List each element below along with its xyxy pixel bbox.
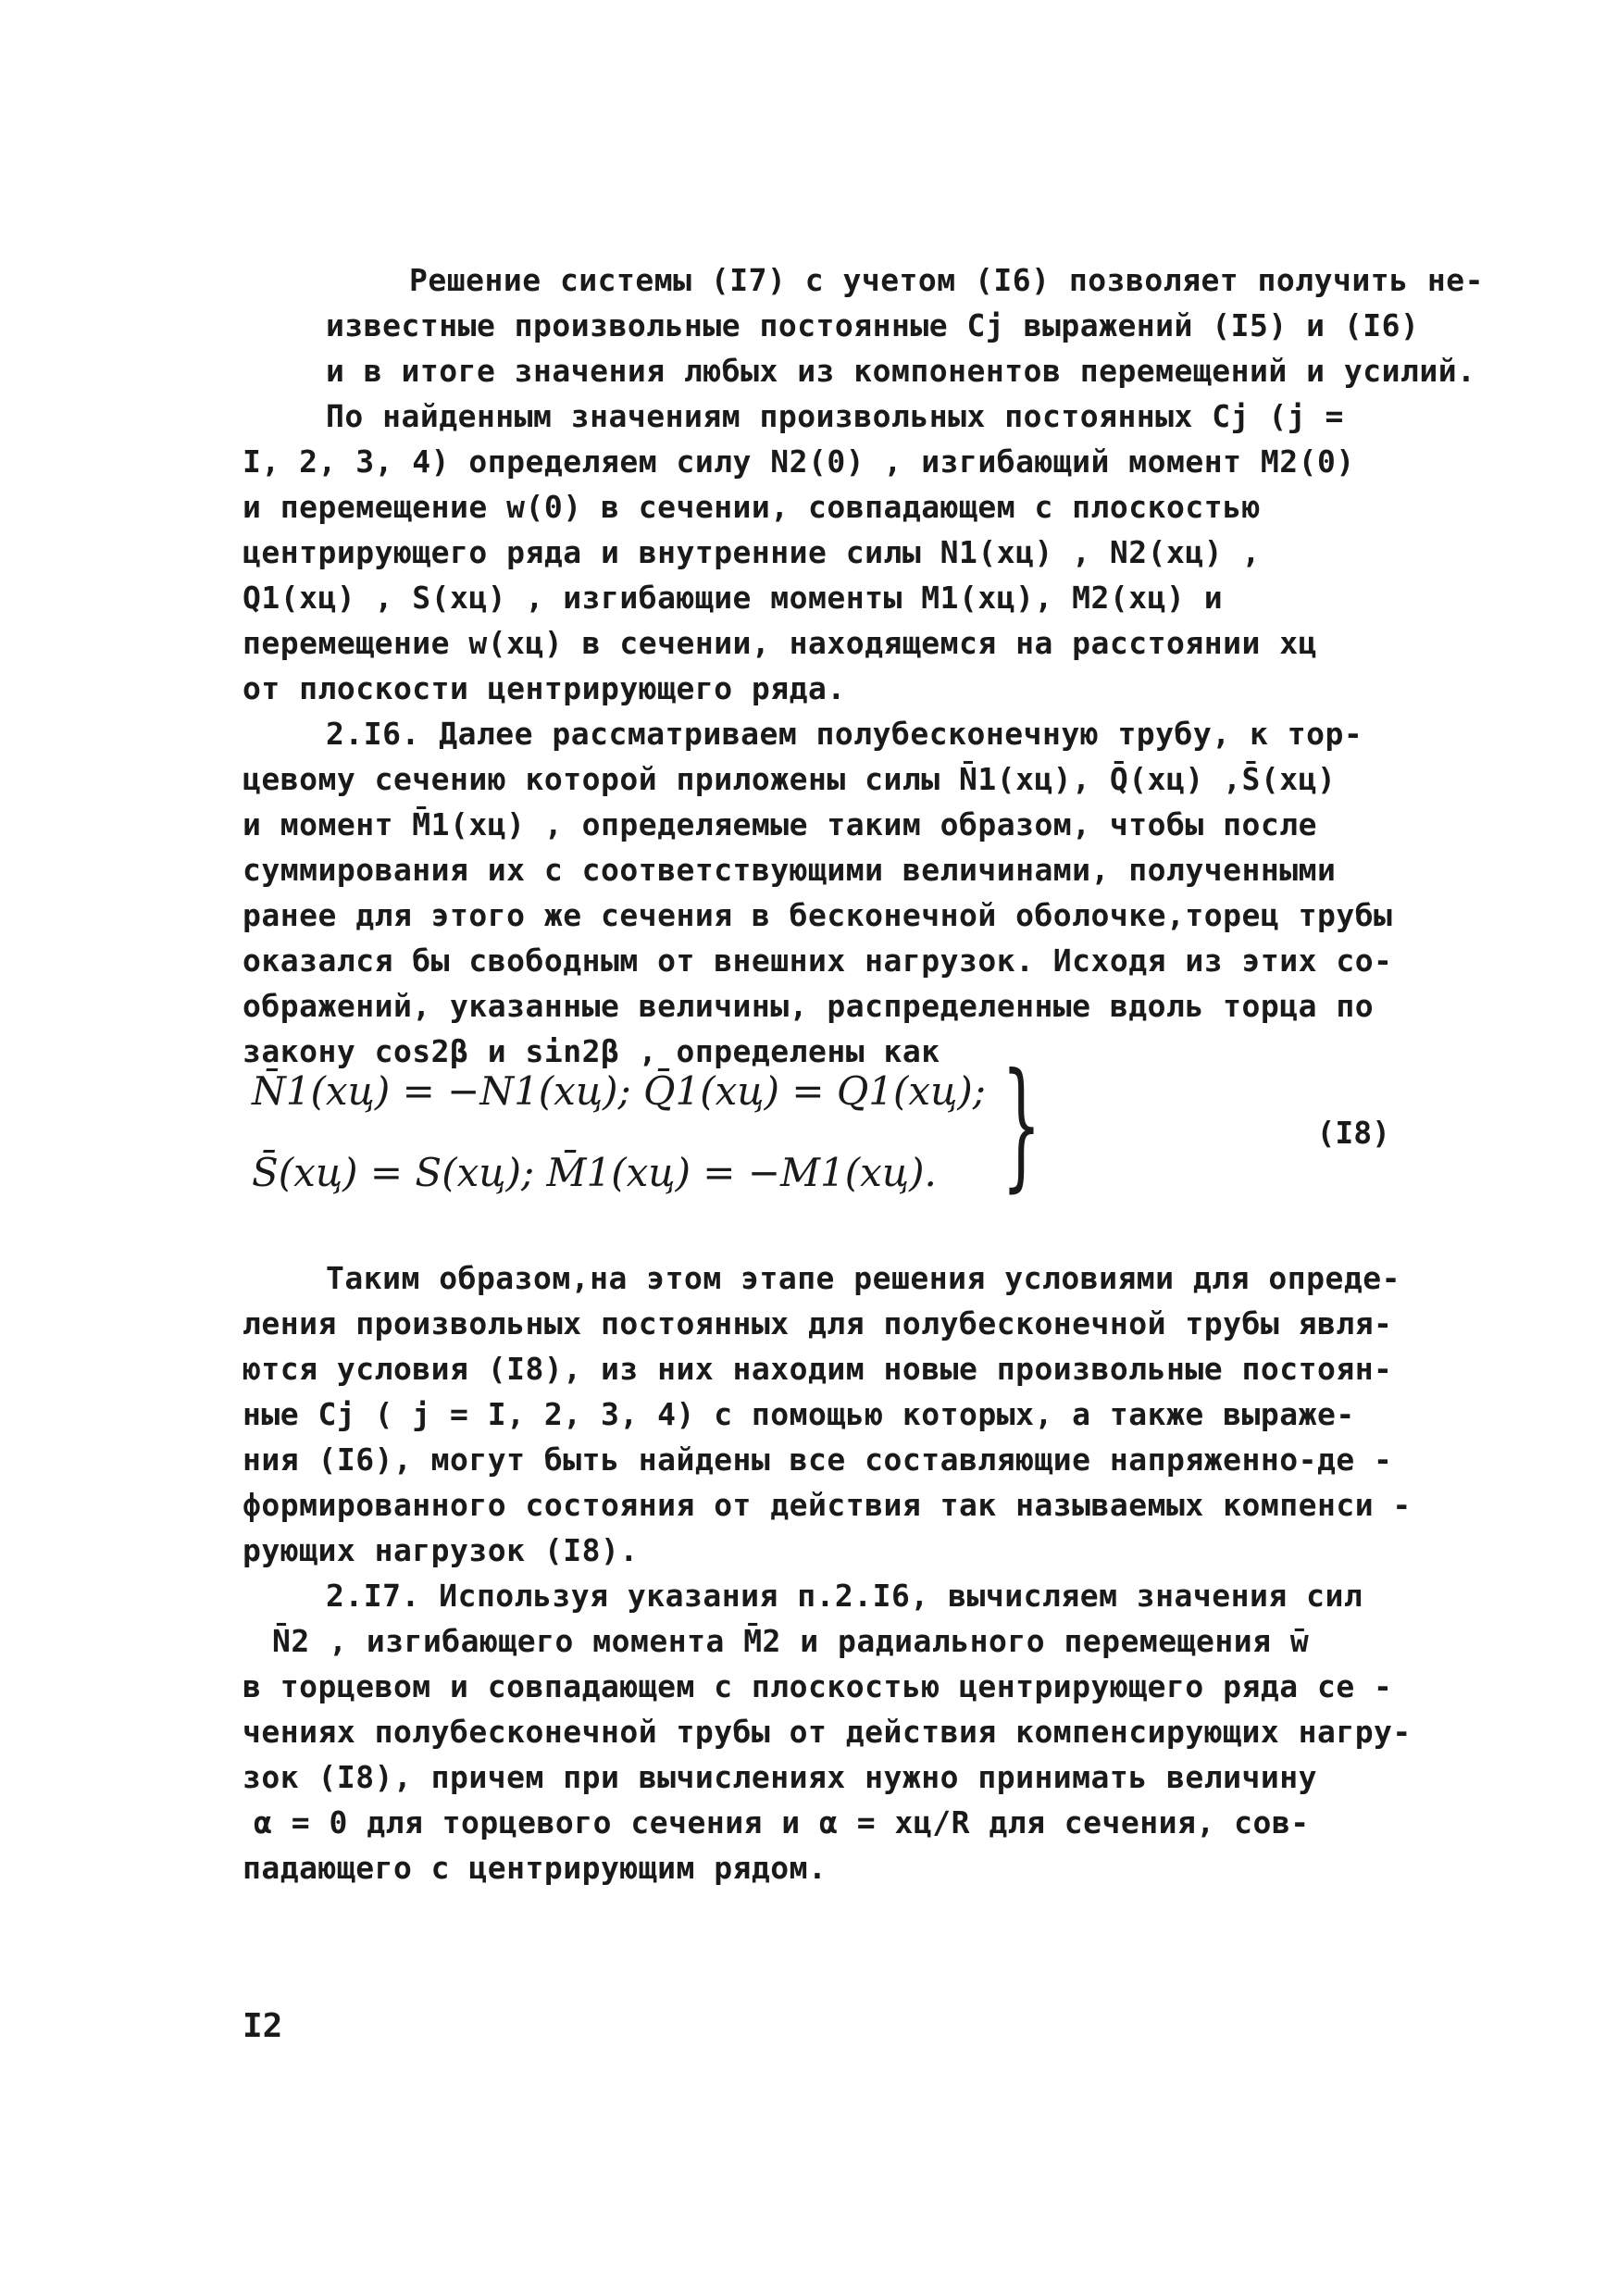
text-line: N̄2 , изгибающего момента M̄2 и радиального перемещения w̄: [272, 1623, 1310, 1659]
equation-number: (I8): [1316, 1115, 1390, 1151]
text-block-bottom: [243, 1255, 1412, 1890]
text-line: закону cos2β и sin2β , определены как: [243, 1033, 940, 1069]
text-line: ранее для этого же сечения в бесконечной оболочке,торец трубы: [243, 897, 1393, 933]
text-line: от плоскости центрирующего ряда.: [243, 670, 846, 706]
text-block-top: [243, 257, 1484, 1074]
text-line: 2.I6. Далее рассматриваем полубесконечную трубу, к тор-: [326, 716, 1363, 752]
page-number: I2: [243, 2007, 283, 2045]
paragraph-4: [243, 1255, 1412, 1573]
text-line: центрирующего ряда и внутренние силы N1(xц) , N2(xц) ,: [243, 534, 1261, 570]
text-line: ные Cj ( j = I, 2, 3, 4) с помощью которых, а также выраже-: [243, 1396, 1355, 1432]
paragraph-3: [243, 711, 1393, 1074]
text-line: перемещение w(xц) в сечении, находящемся на расстоянии xц: [243, 625, 1317, 661]
text-line: оказался бы свободным от внешних нагрузок. Исходя из этих со-: [243, 942, 1393, 979]
text-line: формированного состояния от действия так называемых компенси -: [243, 1487, 1412, 1523]
equation-line-2: S̄(xц) = S(xц); M̄1(xц) = −M1(xц).: [252, 1150, 937, 1195]
text-line: зок (I8), причем при вычислениях нужно принимать величину: [243, 1759, 1317, 1795]
text-line: α = 0 для торцевого сечения и α = xц/R для сечения, сов-: [254, 1804, 1310, 1841]
paragraph-1: [243, 257, 1484, 393]
text-line: По найденным значениям произвольных постоянных Cj (j =: [326, 398, 1344, 434]
text-line: Решение системы (I7) с учетом (I6) позволяет получить не-: [409, 262, 1484, 298]
text-line: ния (I6), могут быть найдены все составляющие напряженно-де -: [243, 1441, 1393, 1478]
text-line: чениях полубесконечной трубы от действия компенсирующих нагру-: [243, 1714, 1412, 1750]
text-line: ображений, указанные величины, распределенные вдоль торца по: [243, 988, 1375, 1024]
paragraph-5: [243, 1573, 1412, 1890]
text-line: суммирования их с соответствующими величинами, полученными: [243, 852, 1337, 888]
text-line: и перемещение w(0) в сечении, совпадающем с плоскостью: [243, 489, 1261, 525]
text-line: Таким образом,на этом этапе решения условиями для опреде-: [326, 1260, 1400, 1296]
text-line: в торцевом и совпадающем с плоскостью центрирующего ряда се -: [243, 1668, 1393, 1704]
right-brace: }: [1002, 1044, 1041, 1205]
text-line: известные произвольные постоянные Cj выражений (I5) и (I6): [326, 307, 1420, 343]
text-line: ления произвольных постоянных для полубесконечной трубы явля-: [243, 1305, 1393, 1341]
text-line: цевому сечению которой приложены силы N̄1(xц), Q̄(xц) ,S̄(xц): [243, 761, 1337, 797]
text-line: и момент M̄1(xц) , определяемые таким образом, чтобы после: [243, 806, 1317, 842]
text-line: I, 2, 3, 4) определяем силу N2(0) , изгибающий момент M2(0): [243, 443, 1355, 480]
equation-line-1: N̄1(xц) = −N1(xц); Q̄1(xц) = Q1(xц);: [252, 1068, 986, 1114]
text-line: ются условия (I8), из них находим новые произвольные постоян-: [243, 1351, 1393, 1387]
text-line: рующих нагрузок (I8).: [243, 1532, 639, 1568]
text-line: Q1(xц) , S(xц) , изгибающие моменты M1(xц), M2(xц) и: [243, 580, 1224, 616]
paragraph-2: [243, 393, 1390, 711]
text-line: 2.I7. Используя указания п.2.I6, вычисляем значения сил: [326, 1578, 1363, 1614]
text-line: падающего с центрирующим рядом.: [243, 1850, 828, 1886]
text-line: и в итоге значения любых из компонентов перемещений и усилий.: [326, 353, 1476, 389]
